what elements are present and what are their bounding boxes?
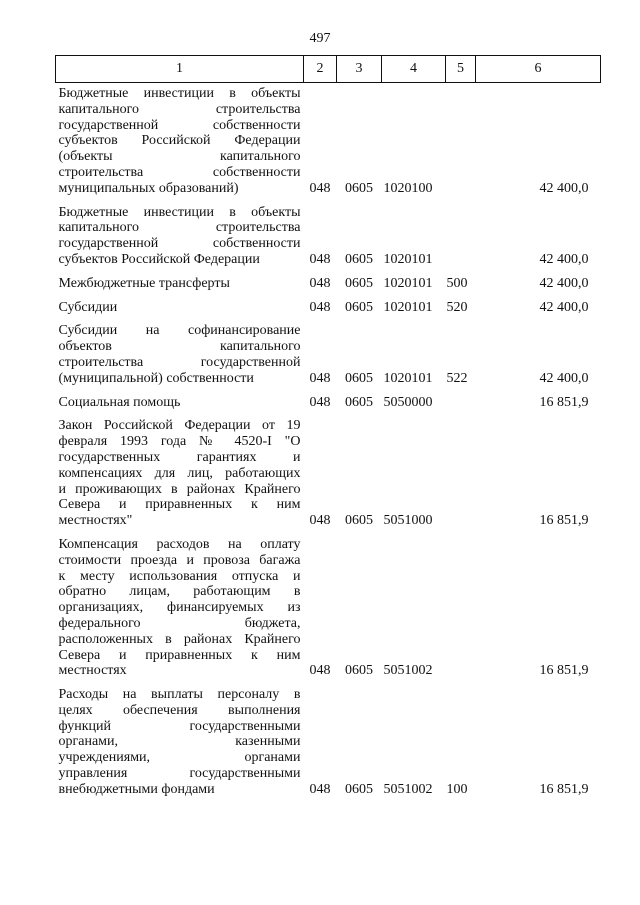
description-line: Субсидии на софинансирование bbox=[58, 323, 301, 339]
ministry-code: 048 bbox=[309, 781, 331, 797]
section-code: 0605 bbox=[345, 781, 373, 797]
table-row bbox=[56, 387, 601, 411]
description-line: функций государственными bbox=[58, 718, 301, 734]
description-line: внебюджетными фондами bbox=[58, 781, 215, 797]
description-line: Севера и приравненных к ним bbox=[58, 647, 301, 663]
description-line: к месту использования отпуска и bbox=[58, 568, 301, 584]
ministry-code: 048 bbox=[309, 180, 331, 196]
description-line: и проживающих в районах Крайнего bbox=[58, 481, 301, 497]
target-article-code: 1020100 bbox=[383, 180, 433, 196]
target-article-code: 1020101 bbox=[383, 275, 433, 291]
expense-type-code: 100 bbox=[446, 781, 468, 797]
description-line: объектов капитального bbox=[58, 339, 301, 355]
description-line: государственной собственности bbox=[58, 117, 301, 133]
amount-value: 16 851,9 bbox=[539, 513, 589, 529]
amount-value: 42 400,0 bbox=[539, 370, 589, 386]
header-cell-1: 1 bbox=[56, 56, 304, 83]
expense-type-code bbox=[446, 529, 476, 679]
section-code: 0605 bbox=[345, 275, 373, 291]
description-line: муниципальных образований) bbox=[58, 180, 239, 196]
row-description bbox=[56, 292, 304, 316]
description-line: целях обеспечения выполнения bbox=[58, 702, 301, 718]
target-article-code: 1020101 bbox=[383, 251, 433, 267]
page-number: 497 bbox=[309, 31, 331, 46]
section-code: 0605 bbox=[345, 513, 373, 529]
target-article-code: 5051000 bbox=[383, 513, 433, 529]
header-cell-2: 2 bbox=[304, 56, 337, 83]
ministry-code: 048 bbox=[309, 251, 331, 267]
description-line: государственных гарантиях и bbox=[58, 449, 301, 465]
target-article-code: 5051002 bbox=[383, 663, 433, 679]
table-row bbox=[56, 315, 601, 386]
ministry-code: 048 bbox=[309, 663, 331, 679]
ministry-code: 048 bbox=[309, 370, 331, 386]
description-line: Закон Российской Федерации от 19 bbox=[58, 418, 301, 434]
target-article-code: 1020101 bbox=[383, 299, 433, 315]
description-line: февраля 1993 года № 4520-I "О bbox=[58, 434, 301, 450]
description-line: Бюджетные инвестиции в объекты bbox=[58, 204, 301, 220]
table-row bbox=[56, 529, 601, 679]
description-line: Севера и приравненных к ним bbox=[58, 497, 301, 513]
expense-type-code: 500 bbox=[446, 275, 468, 291]
description-line: Компенсация расходов на оплату bbox=[58, 536, 301, 552]
expense-type-code bbox=[446, 387, 476, 411]
amount-value: 42 400,0 bbox=[539, 275, 589, 291]
description-line: государственной собственности bbox=[58, 236, 301, 252]
amount-value: 16 851,9 bbox=[539, 663, 589, 679]
section-code: 0605 bbox=[345, 251, 373, 267]
table-row bbox=[56, 292, 601, 316]
section-code: 0605 bbox=[345, 180, 373, 196]
description-line: Межбюджетные трансферты bbox=[58, 275, 230, 291]
description-line: (объекты капитального bbox=[58, 149, 301, 165]
expense-type-code: 520 bbox=[446, 299, 468, 315]
description-line: строительства собственности bbox=[58, 164, 301, 180]
expense-type-code bbox=[446, 197, 476, 268]
ministry-code: 048 bbox=[309, 394, 331, 410]
ministry-code: 048 bbox=[309, 299, 331, 315]
row-description bbox=[56, 197, 304, 268]
table-row bbox=[56, 197, 601, 268]
target-article-code: 5051002 bbox=[383, 781, 433, 797]
description-line: расположенных в районах Крайнего bbox=[58, 631, 301, 647]
target-article-code: 1020101 bbox=[383, 370, 433, 386]
description-line: субъектов Российской Федерации bbox=[58, 251, 260, 267]
amount-value: 42 400,0 bbox=[539, 299, 589, 315]
amount-value: 16 851,9 bbox=[539, 394, 589, 410]
description-line: капитального строительства bbox=[58, 101, 301, 117]
expense-type-code: 522 bbox=[446, 370, 468, 386]
description-line: компенсациях для лиц, работающих bbox=[58, 465, 301, 481]
description-line: обратно лицам, работающим в bbox=[58, 584, 301, 600]
description-line: органами, казенными bbox=[58, 734, 301, 750]
target-article-code: 5050000 bbox=[383, 394, 433, 410]
row-description bbox=[56, 529, 304, 679]
description-line: капитального строительства bbox=[58, 220, 301, 236]
header-cell-3: 3 bbox=[337, 56, 382, 83]
row-description bbox=[56, 410, 304, 529]
row-description bbox=[56, 679, 304, 798]
header-cell-5: 5 bbox=[446, 56, 476, 83]
description-line: учреждениями, органами bbox=[58, 750, 301, 766]
description-line: строительства государственной bbox=[58, 354, 301, 370]
row-description bbox=[56, 83, 304, 197]
description-line: стоимости проезда и провоза багажа bbox=[58, 552, 301, 568]
description-line: субъектов Российской Федерации bbox=[58, 133, 301, 149]
expense-type-code bbox=[446, 83, 476, 197]
ministry-code: 048 bbox=[309, 275, 331, 291]
ministry-code: 048 bbox=[309, 513, 331, 529]
row-description bbox=[56, 268, 304, 292]
table-body bbox=[56, 83, 601, 798]
row-description bbox=[56, 387, 304, 411]
amount-value: 42 400,0 bbox=[539, 180, 589, 196]
amount-value: 42 400,0 bbox=[539, 251, 589, 267]
section-code: 0605 bbox=[345, 299, 373, 315]
table-row bbox=[56, 83, 601, 197]
description-line: Социальная помощь bbox=[58, 394, 181, 410]
description-line: Бюджетные инвестиции в объекты bbox=[58, 86, 301, 101]
header-cell-6: 6 bbox=[476, 56, 601, 83]
description-line: федерального бюджета, bbox=[58, 615, 301, 631]
description-line: управления государственными bbox=[58, 766, 301, 782]
expense-type-code bbox=[446, 410, 476, 529]
table-row bbox=[56, 410, 601, 529]
table-header bbox=[56, 56, 601, 83]
row-description bbox=[56, 315, 304, 386]
table-row bbox=[56, 679, 601, 798]
header-cell-4: 4 bbox=[382, 56, 446, 83]
section-code: 0605 bbox=[345, 663, 373, 679]
description-line: местностях bbox=[58, 663, 127, 679]
section-code: 0605 bbox=[345, 394, 373, 410]
budget-table bbox=[55, 55, 601, 798]
description-line: Субсидии bbox=[58, 299, 118, 315]
section-code: 0605 bbox=[345, 370, 373, 386]
description-line: Расходы на выплаты персоналу в bbox=[58, 687, 301, 703]
description-line: организациях, финансируемых из bbox=[58, 600, 301, 616]
amount-value: 16 851,9 bbox=[539, 781, 589, 797]
description-line: местностях" bbox=[58, 513, 133, 529]
table-row bbox=[56, 268, 601, 292]
description-line: (муниципальной) собственности bbox=[58, 370, 254, 386]
